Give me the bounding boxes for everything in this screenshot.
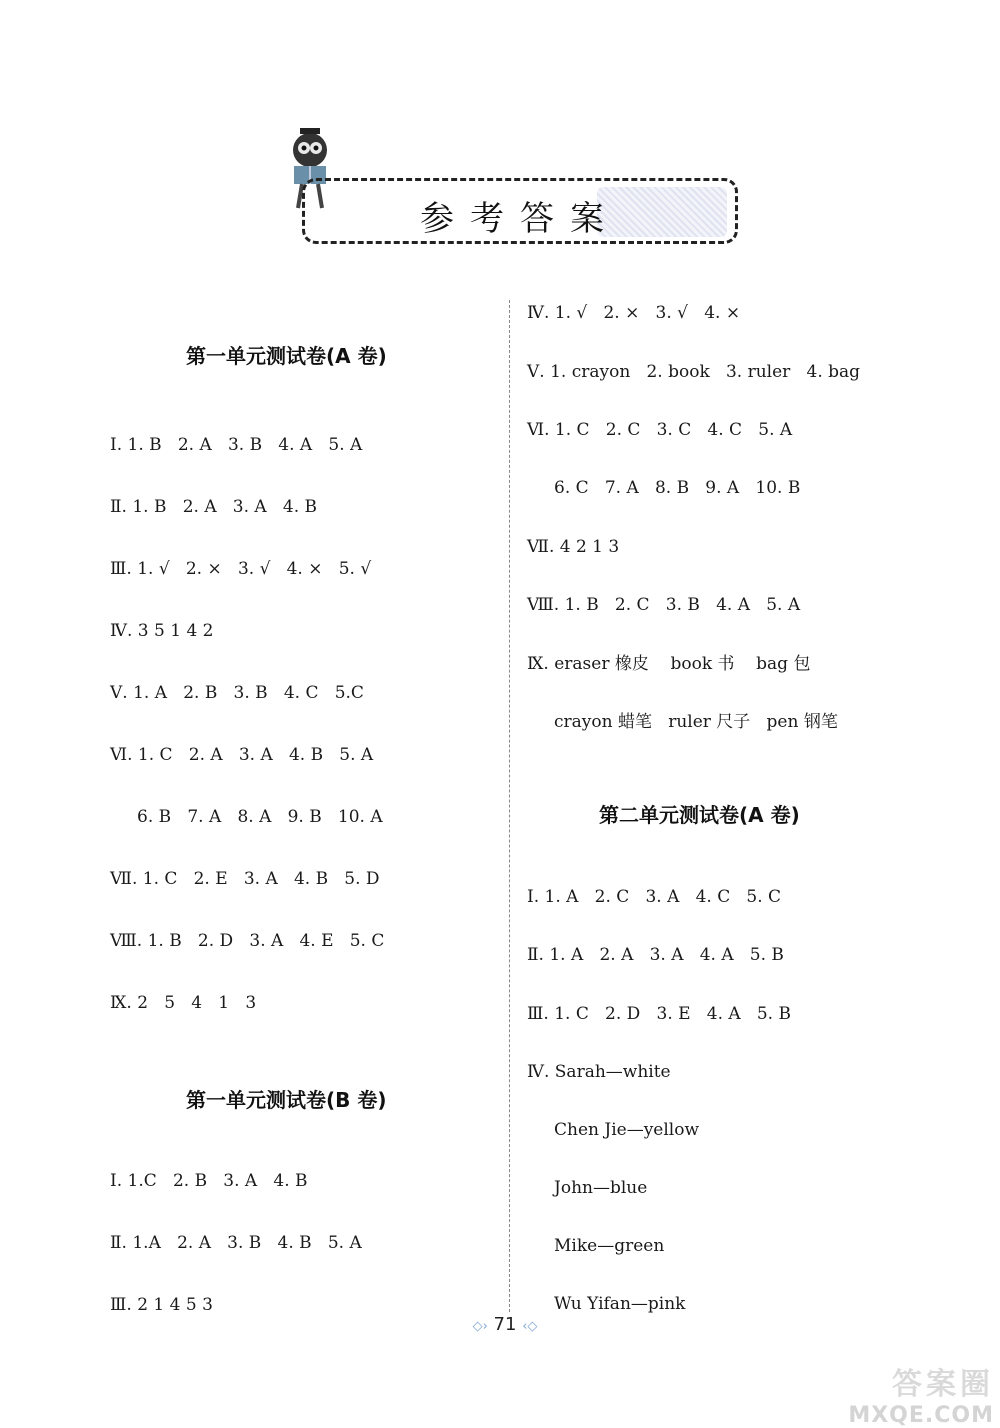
answer-line: Ⅲ. 2 1 4 5 3 <box>110 1295 213 1315</box>
answer-line: crayon 蜡笔 ruler 尺子 pen 钢笔 <box>527 712 838 732</box>
answer-line: Ⅰ. 1. A 2. C 3. A 4. C 5. C <box>527 887 782 907</box>
answer-line: Ⅱ. 1. B 2. A 3. A 4. B <box>110 497 318 517</box>
answer-line: Mike—green <box>527 1236 665 1256</box>
answer-line: Wu Yifan—pink <box>527 1294 686 1314</box>
watermark-logo: 答案圈 <box>892 1367 994 1402</box>
answer-line: Ⅵ. 1. C 2. A 3. A 4. B 5. A <box>110 745 374 765</box>
answer-line: Ⅳ. 1. √ 2. × 3. √ 4. × <box>527 303 741 323</box>
answer-line: Ⅴ. 1. A 2. B 3. B 4. C 5.C <box>110 683 364 703</box>
answer-line: Ⅴ. 1. crayon 2. book 3. ruler 4. bag <box>527 362 861 382</box>
page-title: 参考答案 <box>420 199 620 239</box>
answer-line: Ⅷ. 1. B 2. D 3. A 4. E 5. C <box>110 931 385 951</box>
site-watermark <box>804 1359 994 1428</box>
answer-line: Ⅰ. 1.C 2. B 3. A 4. B <box>110 1171 308 1191</box>
left-ornament-icon: ◇› <box>472 1319 488 1334</box>
column-divider <box>509 300 510 1312</box>
answer-line: Ⅳ. Sarah—white <box>527 1062 671 1082</box>
answer-line: Ⅲ. 1. C 2. D 3. E 4. A 5. B <box>527 1004 791 1024</box>
watermark-url: MXQE.COM <box>848 1403 994 1428</box>
answer-line: Ⅶ. 1. C 2. E 3. A 4. B 5. D <box>110 869 380 889</box>
title-frame <box>302 178 738 244</box>
answer-line: John—blue <box>527 1178 648 1198</box>
answer-line: Ⅸ. eraser 橡皮 book 书 bag 包 <box>527 654 811 674</box>
answer-line: Ⅳ. 3 5 1 4 2 <box>110 621 214 641</box>
page-number: 71 <box>493 1314 517 1335</box>
answer-line: 6. B 7. A 8. A 9. B 10. A <box>110 807 383 827</box>
answer-line: Ⅱ. 1. A 2. A 3. A 4. A 5. B <box>527 945 784 965</box>
page-footer <box>440 1314 570 1340</box>
answer-line: Chen Jie—yellow <box>527 1120 700 1140</box>
section-title-unit1-b: 第一单元测试卷(B 卷) <box>186 1088 387 1112</box>
answer-line: Ⅷ. 1. B 2. C 3. B 4. A 5. A <box>527 595 801 615</box>
answer-line: Ⅵ. 1. C 2. C 3. C 4. C 5. A <box>527 420 793 440</box>
answer-line: 6. C 7. A 8. B 9. A 10. B <box>527 478 801 498</box>
answer-line: Ⅸ. 2 5 4 1 3 <box>110 993 257 1013</box>
answer-line: Ⅱ. 1.A 2. A 3. B 4. B 5. A <box>110 1233 362 1253</box>
right-ornament-icon: ‹◇ <box>522 1319 538 1334</box>
section-title-unit2-a: 第二单元测试卷(A 卷) <box>599 803 800 827</box>
answer-line: Ⅶ. 4 2 1 3 <box>527 537 620 557</box>
header-banner <box>280 120 750 250</box>
section-title-unit1-a: 第一单元测试卷(A 卷) <box>186 344 387 368</box>
answer-line: Ⅰ. 1. B 2. A 3. B 4. A 5. A <box>110 435 363 455</box>
answer-line: Ⅲ. 1. √ 2. × 3. √ 4. × 5. √ <box>110 559 372 579</box>
